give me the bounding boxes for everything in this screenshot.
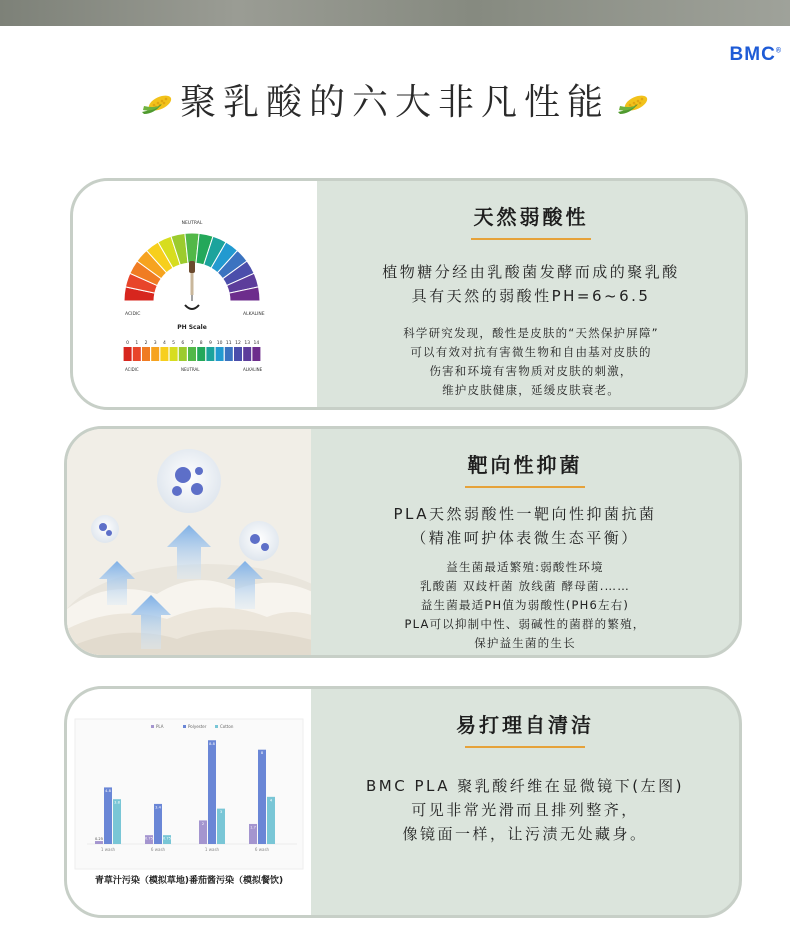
card-title: 天然弱酸性 <box>473 205 589 229</box>
bacteria-image <box>67 429 311 655</box>
ph-bar-cell <box>179 347 187 361</box>
ph-neutral-top-label: NEUTRAL <box>181 221 203 226</box>
category-label: 6 wash <box>254 847 270 852</box>
ph-number-label: 11 <box>225 341 232 346</box>
ph-bar-cell <box>234 347 242 361</box>
corn-icon <box>140 84 174 125</box>
ph-number-label: 8 <box>199 341 203 346</box>
card-text-acidity <box>317 181 745 407</box>
card-text-antibacterial <box>311 429 739 655</box>
bar-value-label: 0.25 <box>94 837 104 842</box>
category-label: 6 wash <box>150 847 166 852</box>
ph-number-label: 12 <box>235 341 241 346</box>
ph-number-label: 0 <box>126 341 130 346</box>
ph-bar-cell <box>225 347 233 361</box>
dropper-icon <box>185 261 199 309</box>
title-underline <box>465 486 585 488</box>
bar-cotton <box>113 799 121 844</box>
ph-bar-cell <box>160 347 168 361</box>
ph-number-label: 14 <box>253 341 260 346</box>
bacteria-illustration <box>67 429 311 655</box>
ph-alkaline-label: ALKALINE <box>243 312 265 317</box>
feature-card-antibacterial <box>64 426 742 658</box>
feature-card-self-clean <box>64 686 742 918</box>
ph-bar-cell <box>243 347 251 361</box>
legend-label: PLA <box>156 724 164 729</box>
bar-value-label: 3.4 <box>155 805 161 810</box>
stain-chart-image <box>67 689 311 915</box>
card-title: 易打理自清洁 <box>456 713 594 737</box>
bar-polyester <box>104 787 112 844</box>
category-label: 1 wash <box>204 847 220 852</box>
chart-caption: 青草汁污染（模拟草地)番茄酱污染（模拟餐饮) <box>94 876 284 886</box>
ph-bar-alkaline-label: ALKALINE <box>243 367 263 372</box>
stain-chart <box>67 689 311 915</box>
bar-polyester <box>208 740 216 844</box>
ph-number-label: 9 <box>208 341 212 346</box>
ph-bar-cell <box>188 347 196 361</box>
card-lead: BMC PLA 聚乳酸纤维在显微镜下(左图) 可见非常光滑而且排列整齐， 像镜面一样，让污渍无处藏身。 <box>366 777 684 843</box>
ph-scale-graphic <box>73 181 317 407</box>
legend-label: Cotton <box>220 724 234 729</box>
ph-bar-cell <box>216 347 224 361</box>
brand-logo: BMC® <box>729 44 782 65</box>
bar-value-label: 4 <box>269 798 273 803</box>
ph-bar-cell <box>170 347 178 361</box>
ph-scale-title: PH Scale <box>177 324 207 331</box>
ph-bar-cell <box>133 347 141 361</box>
corn-icon <box>616 84 650 125</box>
ph-number-label: 2 <box>144 341 148 346</box>
card-text-self-clean <box>311 689 739 915</box>
ph-bar-cell <box>142 347 150 361</box>
card-body: 益生菌最适繁殖:弱酸性环境 乳酸菌 双歧杆菌 放线菌 酵母菌.…… 益生菌最适PH值为弱酸性(PH6左右) PLA可以抑制中性、弱碱性的菌群的繁殖， 保护益生菌的生长 <box>404 560 646 650</box>
legend-swatch <box>151 725 154 728</box>
bar-value-label: 8.8 <box>209 741 215 746</box>
card-title: 靶向性抑菌 <box>467 453 583 477</box>
bar-value-label: 3 <box>219 810 223 815</box>
bar-value-label: 0.75 <box>162 836 172 841</box>
ph-number-label: 3 <box>153 341 157 346</box>
card-body: 科学研究发现，酸性是皮肤的“天然保护屏障” 可以有效对抗有害微生物和自由基对皮肤的 伤害和环境有害物质对皮肤的刺激， 维护皮肤健康，延缓皮肤衰老。 <box>403 326 659 397</box>
bar-value-label: 2 <box>201 821 205 826</box>
legend-swatch <box>183 725 186 728</box>
ph-number-label: 4 <box>162 341 166 346</box>
category-label: 1 wash <box>100 847 116 852</box>
page-title <box>0 74 790 125</box>
bar-value-label: 1.7 <box>250 825 256 830</box>
bar-value-label: 3.8 <box>114 800 120 805</box>
card-lead: 植物糖分经由乳酸菌发酵而成的聚乳酸 具有天然的弱酸性PH=6~6.5 <box>382 263 680 305</box>
ph-bar-cell <box>206 347 214 361</box>
ph-acidic-label: ACIDIC <box>125 312 141 317</box>
top-banner-strip <box>0 0 790 26</box>
ph-bar-cell <box>252 347 260 361</box>
bacteria-bubble <box>157 449 221 513</box>
legend-swatch <box>215 725 218 728</box>
card-lead: PLA天然弱酸性一靶向性抑菌抗菌 （精准呵护体表微生态平衡） <box>393 505 657 547</box>
heading-text: 聚乳酸的六大非凡性能 <box>179 82 610 123</box>
ph-number-label: 1 <box>135 341 139 346</box>
ph-bar-acidic-label: ACIDIC <box>125 367 139 372</box>
ph-number-label: 6 <box>181 341 185 346</box>
bar-value-label: 0.75 <box>144 836 154 841</box>
ph-number-label: 10 <box>216 341 223 346</box>
ph-number-label: 13 <box>244 341 251 346</box>
bar-polyester <box>258 750 266 844</box>
ph-bar-neutral-label: NEUTRAL <box>181 367 200 372</box>
ph-bar-cell <box>124 347 132 361</box>
bar-cotton <box>267 797 275 844</box>
ph-scale-image <box>73 181 317 407</box>
bar-value-label: 4.8 <box>105 788 111 793</box>
ph-bar-cell <box>151 347 159 361</box>
bar-value-label: 8 <box>260 751 264 756</box>
feature-card-acidity <box>70 178 748 410</box>
ph-number-label: 5 <box>172 341 176 346</box>
ph-bar-cell <box>197 347 205 361</box>
ph-number-label: 7 <box>190 341 194 346</box>
legend-label: Polyester <box>188 724 207 729</box>
bar-polyester <box>154 804 162 844</box>
title-underline <box>471 238 591 240</box>
title-underline <box>465 746 585 748</box>
